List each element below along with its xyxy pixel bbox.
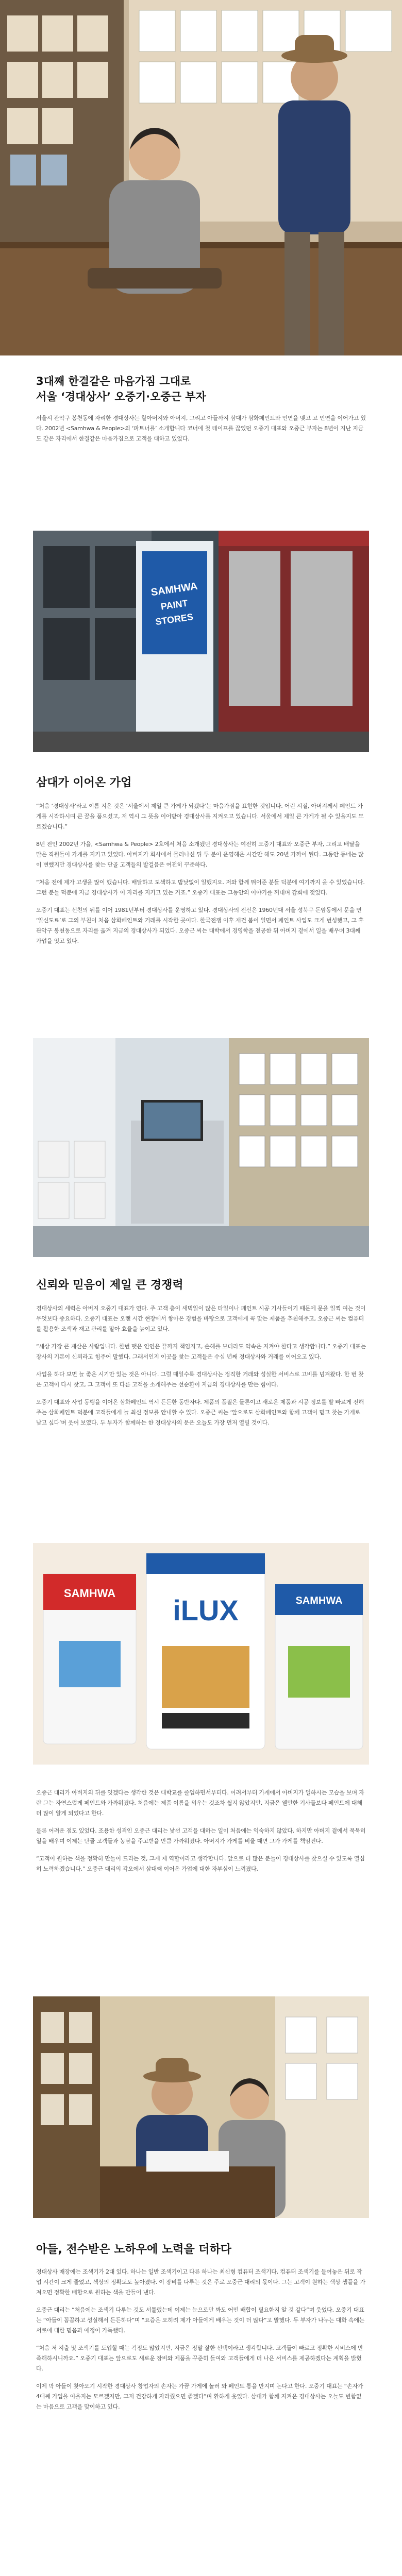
- paragraph: 경대상사의 세력은 아버지 오중기 대표가 연다. 주 고객 층이 새벽일이 많은 타일이나 페인트 시공 기사들이기 때문에 문을 일찍 여는 것이 무엇보다 중요하다. 오중기 대표는 오랜 시간 현장에서 쌓아온 경험을 바탕으로 고객에게 꼭 맞는 제품을 추천해주고, 오중근 씨는 컴퓨터를 활용한 조색과 재고 관리를 맡아 효율을 높이고 있다.: [36, 1305, 366, 1332]
- section-heading-family-business: 삼대가 이어온 가업: [36, 776, 132, 789]
- photo-father-son-in-store: [0, 0, 402, 355]
- photo-store-front: [33, 531, 369, 752]
- sign-stores: STORES: [155, 612, 194, 628]
- section-body-son: [36, 1788, 366, 1882]
- sign-paint: PAINT: [160, 598, 189, 612]
- photo-store-interior: [33, 1038, 369, 1257]
- paragraph: “처음 전에 제가 고생을 많이 했습니다. 배달하고 도색하고 밤낮없이 일했지요. 저와 함께 뛰어준 분들 덕분에 여기까지 올 수 있었습니다. 그런 분들 덕분에 지금 경대상사가 이 자리를 지키고 있는 거죠.” 오중기 대표는 그동안의 이야기를 꺼내며 감회에 젖었다.: [36, 879, 365, 896]
- paragraph: “처음 ‘경대상사’라고 이름 지은 것은 ‘서울에서 제일 큰 가게가 되겠다’는 마음가짐을 표현한 것입니다. 어린 시절, 아버지께서 페인트 가게를 시작하시며 큰 꿈을 품으셨고, 저 역시 그 뜻을 이어받아 경대상사를 지켜오고 있습니다. 서울에서 제일 큰 가게가 될 수 있을지도 모르겠습니다.”: [36, 803, 364, 830]
- section-body-family-business: [36, 801, 366, 954]
- paragraph: 경대상사 매장에는 조색기가 2대 있다. 하나는 일반 조색기이고 다른 하나는 최신형 컴퓨터 조색기다. 컴퓨터 조색기를 들여놓은 뒤로 작업 시간이 크게 줄었고, 색상의 정확도도 높아졌다. 이 장비를 다루는 것은 주로 오중근 대리의 몫이다. 그는 고객이 원하는 색상 샘플을 가져오면 정확한 배합으로 원하는 색을 만들어 낸다.: [36, 2268, 365, 2296]
- paragraph: “처음 저 지출 및 조색기를 도입할 때는 걱정도 많았지만, 지금은 정말 잘한 선택이라고 생각합니다. 고객들이 빠르고 정확한 서비스에 만족해하시니까요.” 오중기 대표는 앞으로도 새로운 장비와 제품을 꾸준히 들여와 고객들에게 더 나은 서비스를 제공하겠다는 계획을 밝혔다.: [36, 2345, 363, 2372]
- photo-paint-cans: [33, 1543, 369, 1765]
- paragraph: 물론 어려운 점도 있었다. 조용한 성격인 오중근 대리는 낯선 고객을 대하는 일이 처음에는 익숙하지 않았다. 하지만 아버지 곁에서 묵묵히 일을 배우며 이제는 단골 고객들과 농담을 주고받을 만큼 가까워졌다. 아버지가 가게를 비울 때면 그가 가게를 책임진다.: [36, 1827, 366, 1844]
- paragraph: 오중근 대리가 아버지의 뒤를 잇겠다는 생각한 것은 대학교를 졸업하면서부터다. 어려서부터 가게에서 아버지가 일하시는 모습을 보며 자란 그는 자연스럽게 페인트와 가까워졌다. 처음에는 제품 이름을 외우는 것조차 쉽지 않았지만, 지금은 웬만한 기사들보다 페인트에 대해 더 많이 알게 되었다고 한다.: [36, 1789, 364, 1817]
- can-label-samhwa: SAMHWA: [63, 1587, 116, 1600]
- section-heading-trust: 신뢰와 믿음이 제일 큰 경쟁력: [36, 1279, 183, 1292]
- sign-samhwa: SAMHWA: [150, 580, 198, 599]
- intro-text: [36, 413, 366, 451]
- section-body-trust: [36, 1303, 366, 1435]
- section-heading-know-how: 아들, 전수받은 노하우에 노력을 더하다: [36, 2243, 232, 2256]
- section-body-know-how: [36, 2267, 366, 2419]
- paragraph: 오중기 대표는 선친의 뒤를 이어 1981년부터 경대상사를 운영하고 있다. 경대상사의 전신은 1960년대 서울 성북구 돈암동에서 문을 연 ‘일신도료’로 그의 부친이 처음 삼화페인트와 거래를 시작한 곳이다. 한국전쟁 이후 재건 붐이 일면서 페인트 사업도 크게 번성했고, 그 후 관악구 봉천동으로 자리를 옮겨 지금의 경대상사가 되었다. 오중근 씨는 대학에서 경영학을 전공한 뒤 아버지 곁에서 일을 배우며 3대째 가업을 잇고 있다.: [36, 907, 364, 944]
- paragraph: “고객이 원하는 색을 정확히 만들어 드리는 것, 그게 제 역할이라고 생각합니다. 앞으로 더 많은 분들이 경대상사를 찾으실 수 있도록 열심히 노력하겠습니다.” 오중근 대리의 각오에서 삼대째 이어온 가업에 대한 자부심이 느껴졌다.: [36, 1855, 365, 1872]
- paragraph: 서울시 관악구 봉천동에 자리한 경대상사는 할아버지와 아버지, 그리고 아들까지 삼대가 삼화페인트와 인연을 맺고 고 인연을 이어가고 있다. 2002년 <Samhwa & People>의 ‘파트너를’ 소개합니다 코너에 첫 테이프를 끊었던 오중기 대표와 오중근 부자는 8년이 지난 지금도 같은 자리에서 한결같은 마음가짐으로 고객을 대하고 있었다.: [36, 415, 366, 442]
- article-headline: 3대째 한결같은 마음가짐 그대로 서울 ‘경대상사’ 오중기·오중근 부자: [36, 375, 206, 403]
- paragraph: “세상 가장 큰 재산은 사람입니다. 한번 맺은 인연은 끝까지 책임지고, 손해를 보더라도 약속은 지켜야 한다고 생각합니다.” 오중기 대표는 장사의 기본이 신뢰라고 힘주어 말했다. 그래서인지 이곳을 찾는 고객들은 수십 년째 경대상사와 거래를 이어오고 있다.: [36, 1343, 366, 1360]
- can-label-ilux: iLUX: [173, 1594, 239, 1626]
- photo-father-son-counter: [33, 1996, 369, 2218]
- can-label-samhwa-2: SAMHWA: [295, 1595, 343, 1606]
- paragraph: 이제 막 아들이 찾아오기 시작한 경대상사 창업자의 손자는 가끔 가게에 놀러 와 페인트 통을 만지며 논다고 한다. 오중기 대표는 “손자가 4대째 가업을 이을지는 모르겠지만, 그저 건강하게 자라줬으면 좋겠다”며 환하게 웃었다. 삼대가 함께 지켜온 경대상사는 오늘도 변함없는 마음으로 고객을 맞이하고 있다.: [36, 2383, 363, 2410]
- paragraph: 사업을 하다 보면 늘 좋은 시기만 있는 것은 아니다. 그럴 때일수록 경대상사는 정직한 거래와 성실한 서비스로 고비를 넘겨왔다. 한 번 찾은 고객이 다시 찾고, 그 고객이 또 다른 고객을 소개해주는 선순환이 지금의 경대상사를 만든 힘이다.: [36, 1371, 364, 1388]
- paragraph: 8년 전인 2002년 가을, <Samhwa & People> 2호에서 처음 소개됐던 경대상사는 여전히 오중기 대표와 오중근 부자, 그리고 배달을 맡은 직원들이 가게를 지키고 있었다. 아버지가 회사에서 물러나신 뒤 두 분이 운영해온 시간만 해도 20년 가까이 된다. 그동안 동네는 많이 변했지만 경대상사를 찾는 단골 고객들의 발걸음은 여전히 꾸준하다.: [36, 841, 364, 868]
- paragraph: 오중기 대표와 사업 동행을 이어온 삼화페인트 역시 든든한 동반자다. 제품의 품질은 물론이고 새로운 제품과 시공 정보를 발 빠르게 전해주는 삼화페인트 덕분에 고객들에게 늘 최신 정보를 안내할 수 있다. 오중근 씨는 ‘앞으로도 삼화페인트와 함께 고객이 믿고 찾는 가게로 남고 싶다’며 웃어 보였다. 두 부자가 함께하는 한 경대상사의 문은 오늘도 가장 먼저 열릴 것이다.: [36, 1399, 364, 1426]
- paragraph: 오중근 대리는 “처음에는 조색기 다루는 것도 서툴렀는데 이제는 눈으로만 봐도 어떤 배합이 필요한지 알 것 같다”며 웃었다. 오중기 대표는 “아들이 꼼꼼하고 성실해서 든든하다”며 “요즘은 오히려 제가 아들에게 배우는 것이 더 많다”고 말했다. 두 부자가 나누는 대화 속에는 서로에 대한 믿음과 애정이 가득했다.: [36, 2307, 365, 2334]
